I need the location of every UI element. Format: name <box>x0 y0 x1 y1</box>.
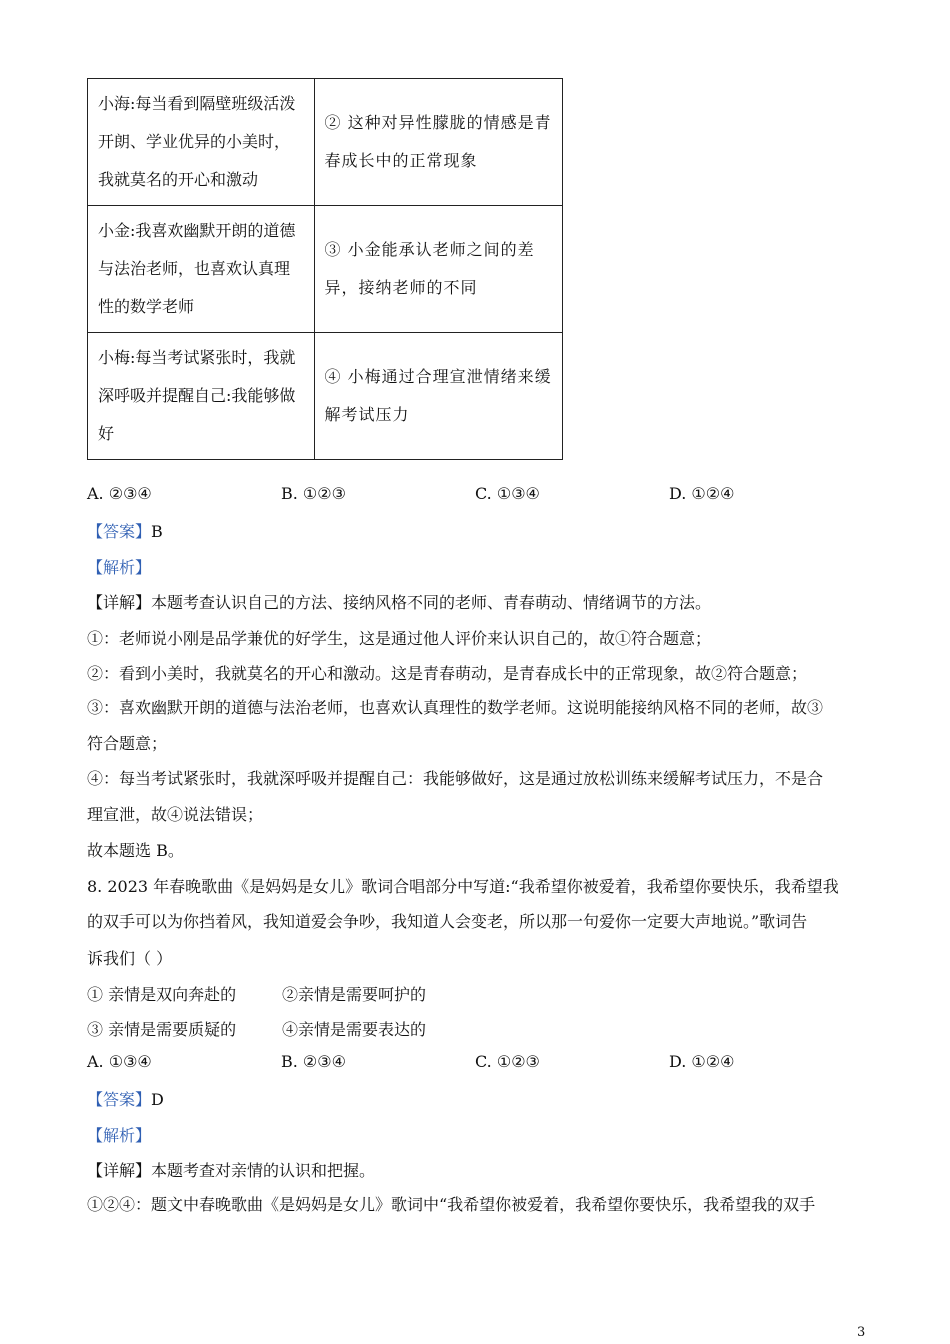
q7-explanation-line: ①：老师说小刚是品学兼优的好学生，这是通过他人评价来认识自己的，故①符合题意； <box>87 629 712 648</box>
q7-answer-line <box>87 519 163 542</box>
table-row <box>88 79 563 206</box>
q8-option-c: C. ①②③ <box>475 1052 540 1071</box>
q8-item: ① 亲情是双向奔赴的 <box>87 985 237 1004</box>
statement-table <box>87 78 563 460</box>
q7-option-c: C. ①③④ <box>475 484 540 503</box>
q8-item: ④亲情是需要表达的 <box>282 1020 427 1039</box>
q7-option-b: B. ①②③ <box>281 484 346 503</box>
q8-answer-line <box>87 1087 164 1110</box>
table-cell-analysis: ③ 小金能承认老师之间的差异，接纳老师的不同 <box>314 206 562 333</box>
q8-item: ②亲情是需要呵护的 <box>282 985 427 1004</box>
q8-explanation-line: ①②④：题文中春晚歌曲《是妈妈是女儿》歌词中“我希望你被爱着，我希望你要快乐，我希望我的双手 <box>87 1195 816 1214</box>
q8-detail-line <box>87 1158 375 1181</box>
table-cell-statement: 小金:我喜欢幽默开朗的道德与法治老师，也喜欢认真理性的数学老师 <box>88 206 315 333</box>
q7-option-a: A. ②③④ <box>87 484 152 503</box>
table-row <box>88 206 563 333</box>
answer-tag: 【答案】 <box>87 522 152 541</box>
q8-item: ③ 亲情是需要质疑的 <box>87 1020 237 1039</box>
q8-option-a: A. ①③④ <box>87 1052 152 1071</box>
page-number: 3 <box>857 1325 866 1340</box>
q8-analysis-tag: 【解析】 <box>87 1126 152 1145</box>
q8-option-b: B. ②③④ <box>281 1052 346 1071</box>
detail-tag: 【详解】 <box>87 593 152 612</box>
q8-stem-line: 的双手可以为你挡着风，我知道爱会争吵，我知道人会变老，所以那一句爱你一定要大声地说。”歌词告 <box>87 912 808 931</box>
table-cell-statement: 小梅:每当考试紧张时，我就深呼吸并提醒自己:我能够做好 <box>88 333 315 460</box>
answer-tag: 【答案】 <box>87 1090 152 1109</box>
table-row <box>88 333 563 460</box>
q8-stem-line: 诉我们（ ） <box>87 949 173 968</box>
q7-detail-line <box>87 590 711 613</box>
detail-tag: 【详解】 <box>87 1161 152 1180</box>
detail-text: 本题考查认识自己的方法、接纳风格不同的老师、青春萌动、情绪调节的方法。 <box>151 593 712 612</box>
q8-option-d: D. ①②④ <box>669 1052 735 1071</box>
q8-stem-line: 8. 2023 年春晚歌曲《是妈妈是女儿》歌词合唱部分中写道:“我希望你被爱着，我希望你要快乐，我希望我 <box>87 877 839 896</box>
table-cell-analysis: ④ 小梅通过合理宣泄情绪来缓解考试压力 <box>314 333 562 460</box>
q7-explanation-line: 符合题意； <box>87 734 168 753</box>
q7-explanation-line: ②：看到小美时，我就莫名的开心和激动。这是青春萌动，是青春成长中的正常现象，故②符合题意； <box>87 664 808 683</box>
q7-option-d: D. ①②④ <box>669 484 735 503</box>
q7-explanation-line: 故本题选 B。 <box>87 841 184 860</box>
detail-text: 本题考查对亲情的认识和把握。 <box>151 1161 376 1180</box>
answer-value: D <box>151 1090 164 1109</box>
q7-explanation-line: ④：每当考试紧张时，我就深呼吸并提醒自己：我能够做好，这是通过放松训练来缓解考试压力，不是合 <box>87 769 824 788</box>
table-cell-analysis: ② 这种对异性朦胧的情感是青春成长中的正常现象 <box>314 79 562 206</box>
q7-analysis-tag: 【解析】 <box>87 558 152 577</box>
q7-explanation-line: 理宣泄，故④说法错误； <box>87 805 264 824</box>
q7-explanation-line: ③：喜欢幽默开朗的道德与法治老师，也喜欢认真理性的数学老师。这说明能接纳风格不同的老师，故③ <box>87 698 824 717</box>
table-cell-statement: 小海:每当看到隔壁班级活泼开朗、学业优异的小美时，我就莫名的开心和激动 <box>88 79 315 206</box>
answer-value: B <box>151 522 163 541</box>
